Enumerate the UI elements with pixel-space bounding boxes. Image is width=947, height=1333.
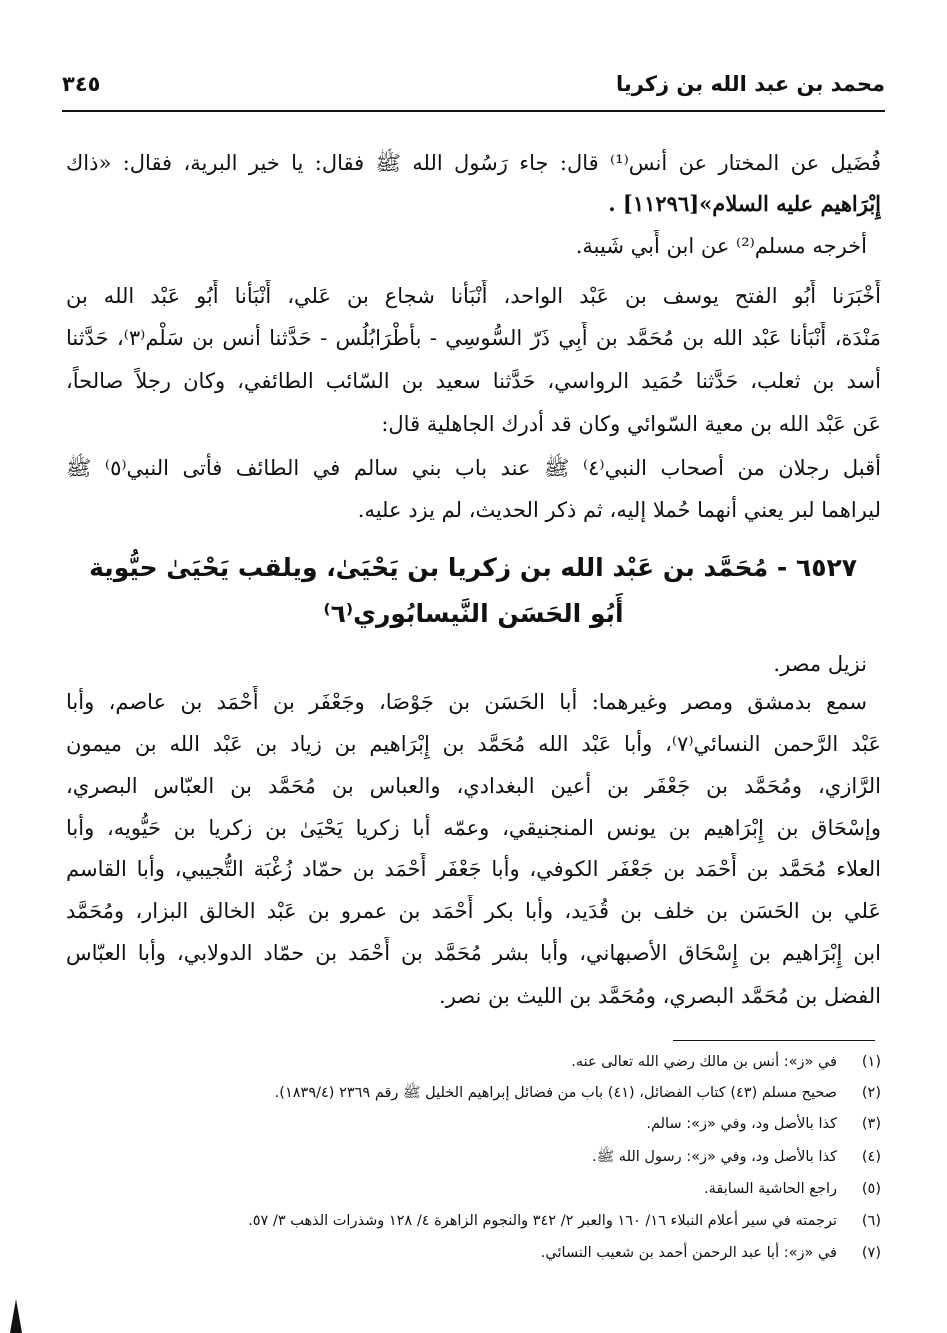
header-divider	[62, 110, 885, 112]
entry-heading: ٦٥٢٧ - مُحَمَّد بن عَبْد الله بن زكريا بن يَحْيَىٰ، ويلقب يَحْيَىٰ حيُّوية	[89, 553, 857, 582]
text-line: نزيل مصر.	[773, 652, 867, 676]
text-line: أقبل رجلان من أصحاب النبي⁽٤⁾ ﷺ عند باب بني سالم في الطائف فأتى النبي⁽٥⁾ ﷺ	[66, 456, 881, 480]
running-title: محمد بن عبد الله بن زكريا	[615, 72, 885, 96]
footnote-text: ترجمته في سير أعلام النبلاء ١٦/ ١٦٠ والعبر ٢/ ٣٤٢ والنجوم الزاهرة ٤/ ١٢٨ وشذرات الذهب ٣/ ٥٧.	[248, 1213, 837, 1229]
text-line: أخرجه مسلم⁽²⁾ عن ابن أَبي شَيبة.	[575, 234, 867, 258]
text-line: أسد بن ثعلب، حَدَّثنا حُمَيد الرواسي، حَدَّثنا سعيد بن السّائب الطائفي، وكان رجلاً صالحاً،	[66, 369, 881, 393]
footnote	[66, 1081, 881, 1107]
footnote-divider	[673, 1040, 875, 1041]
footnote-text: كذا بالأصل ود، وفي «ز»: رسول الله ﷺ.	[592, 1149, 837, 1165]
text-line: فُضَيل عن المختار عن أنس⁽¹⁾ قال: جاء رَسُول الله ﷺ فقال: يا خير البرية، فقال: «ذاك	[66, 151, 881, 175]
footnote-text: في «ز»: أنس بن مالك رضي الله تعالى عنه.	[571, 1054, 837, 1070]
text-line: عَبْد الرَّحمن النسائي⁽٧⁾، وأبا عَبْد الله مُحَمَّد بن إِبْرَاهيم بن زياد بن عَبْد الله بن ميمون	[66, 732, 881, 756]
footnote-text: صحيح مسلم (٤٣) كتاب الفضائل، (٤١) باب من فضائل إبراهيم الخليل ﷺ رقم ٢٣٦٩ (١٨٣٩/٤).	[274, 1085, 837, 1101]
footnote	[66, 1209, 881, 1235]
text-line: وإسْحَاق بن إِبْرَاهيم بن يونس المنجنيقي، وعمّه أبا زكريا يَحْيَىٰ بن زكريا بن حَيُّويه، وأبا	[66, 816, 881, 840]
entry-heading-name: أَبُو الحَسَن النَّيسابُوري⁽٦⁾	[323, 599, 624, 628]
footnote-number: (٢)	[861, 1085, 881, 1101]
footnote-number: (٤)	[861, 1149, 881, 1165]
text-line: الفضل بن مُحَمَّد البصري، ومُحَمَّد بن الليث بن نصر.	[439, 984, 881, 1008]
text-line: العلاء مُحَمَّد بن أَحْمَد بن جَعْفَر الكوفي، وأبا جَعْفَر أَحْمَد بن حمّاد زُغْبَة التُّجيبي، وأبا القاسم	[66, 857, 881, 881]
text-line: مَنْدَة، أَنْبَأنا عَبْد الله بن مُحَمَّد بن أَبِي ذَرّ السُّوسِي - بأَطْرَابُلُس - حَدَّثنا أنس بن سَلْم⁽٣⁾، حَدَّثنا	[66, 326, 881, 350]
page-number: ٣٤٥	[62, 72, 101, 96]
footnote-text: راجع الحاشية السابقة.	[703, 1181, 837, 1197]
text-line: ليراهما لبر يعني أنهما حُملا إليه، ثم ذكر الحديث، لم يزد عليه.	[357, 498, 881, 522]
text-line: عَلي بن الحَسَن بن خلف بن قُدَيد، وأبا بكر أَحْمَد بن عمرو بن عَبْد الخالق البزار، ومُحَمَّد	[66, 899, 881, 923]
footnote	[66, 1177, 881, 1203]
running-head	[62, 66, 885, 104]
footnote-text: في «ز»: أبا عبد الرحمن أحمد بن شعيب النسائي.	[540, 1245, 837, 1261]
footnote-number: (١)	[861, 1054, 881, 1070]
footnote-number: (٥)	[861, 1181, 881, 1197]
text-line: إِبْرَاهيم عليه السلام»[١١٢٩٦] .	[608, 191, 881, 216]
text-line: سمع بدمشق ومصر وغيرهما: أبا الحَسَن بن جَوْصَا، وجَعْفَر بن أَحْمَد بن عاصم، وأبا	[66, 690, 867, 714]
footnote-text: كذا بالأصل ود، وفي «ز»: سالم.	[646, 1116, 837, 1132]
footnote-number: (٣)	[861, 1116, 881, 1132]
text-line: ابن إِبْرَاهيم بن إِسْحَاق الأصبهاني، وأبا بشر مُحَمَّد بن أَحْمَد بن حمّاد الدولابي، وأبا العبّاس	[66, 941, 881, 965]
text-line: عَن عَبْد الله بن معية السّوائي وكان قد أدرك الجاهلية قال:	[381, 412, 881, 436]
footnote	[66, 1241, 881, 1267]
text-line: أَخْبَرَنا أَبُو الفتح يوسف بن عَبْد الواحد، أَنْبَأنا شجاع بن عَلي، أَنْبَأنا أَبُو عَبْد الله بن	[66, 284, 881, 308]
footnote	[66, 1145, 881, 1171]
footnote-number: (٦)	[861, 1213, 881, 1229]
scan-edge-mark	[10, 1299, 22, 1333]
footnote	[66, 1112, 881, 1138]
text-line: الرَّازي، ومُحَمَّد بن جَعْفَر بن أعين البغدادي، والعباس بن مُحَمَّد بن العبّاس البصري،	[66, 774, 881, 798]
footnote-number: (٧)	[861, 1245, 881, 1261]
footnote	[66, 1050, 881, 1076]
